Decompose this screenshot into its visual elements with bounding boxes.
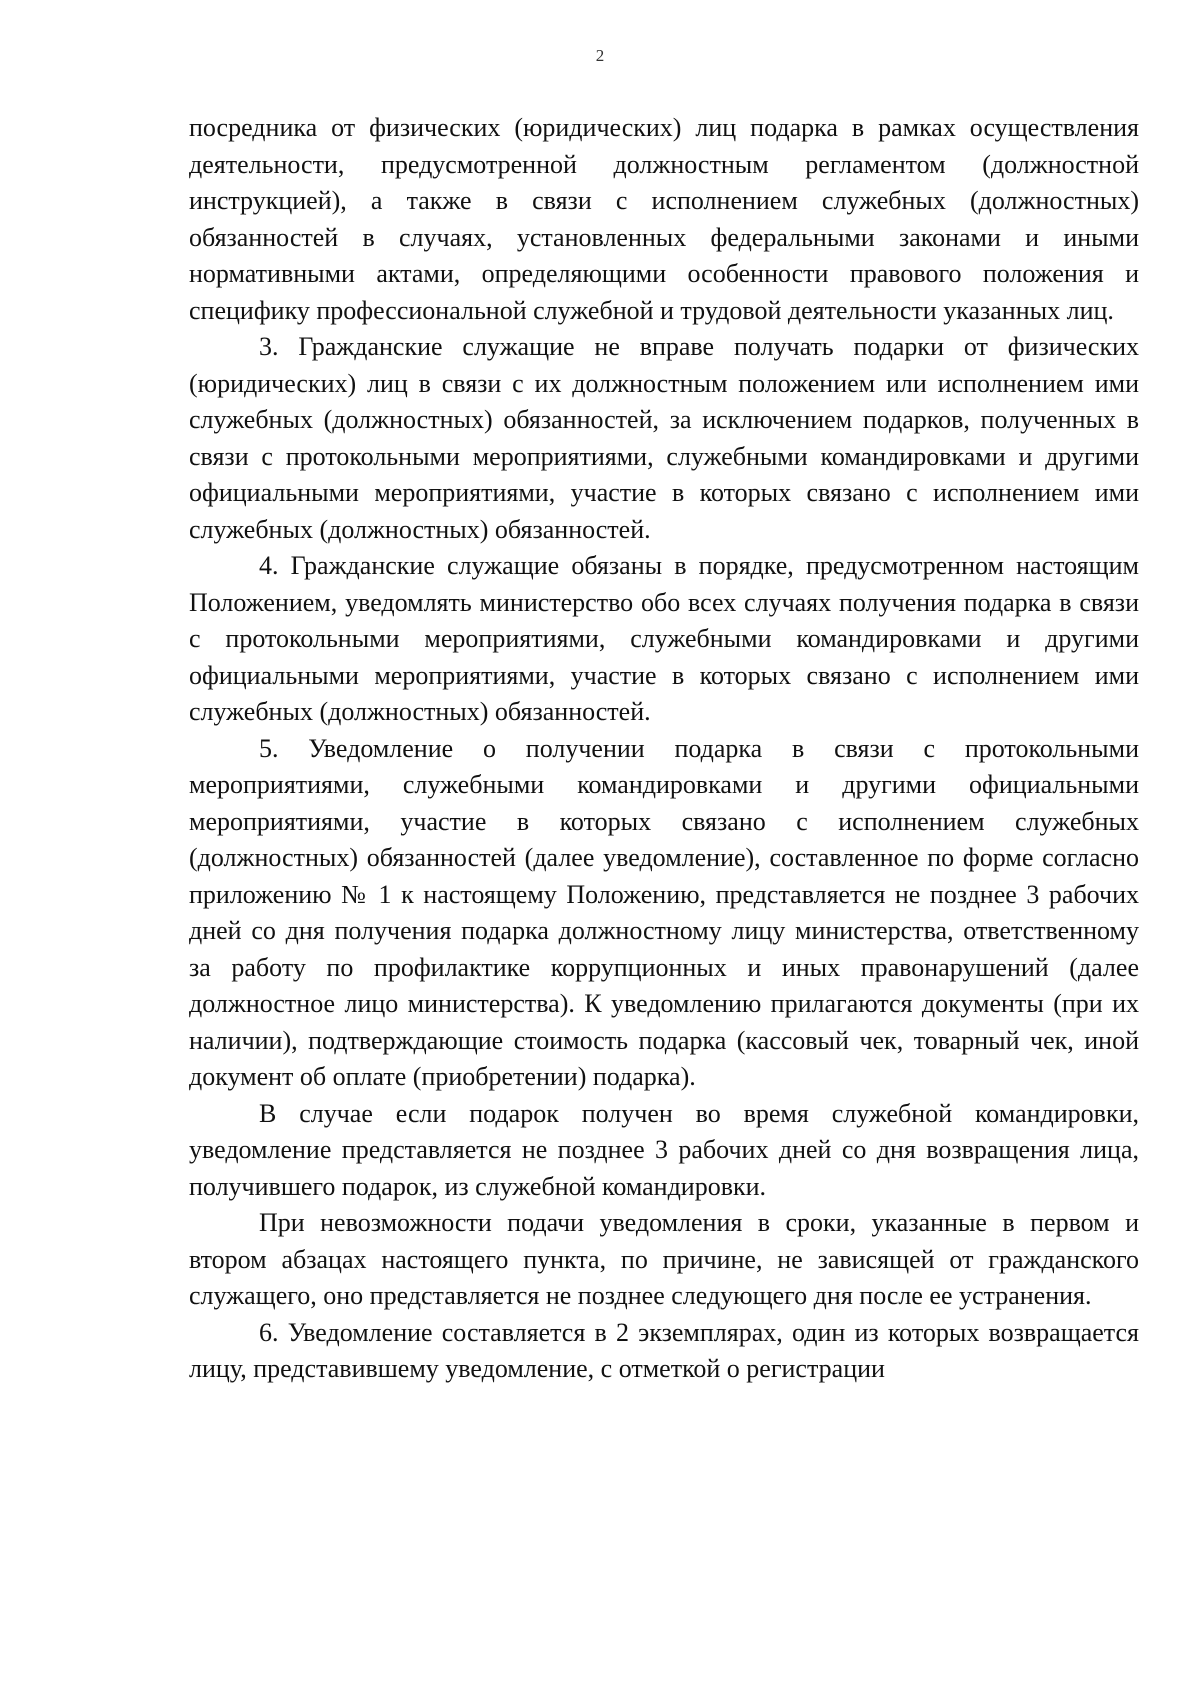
document-body: [189, 110, 1139, 1388]
paragraph-continuation: посредника от физических (юридических) лиц подарка в рамках осуществления деятельности, предусмотренной должностным регламентом (должностной инструкцией), а также в связи с исполнением служебных (должностных) обязанностей в случаях, установленных федеральными законами и иными нормативными актами, определяющими особенности правового положения и специфику профессиональной служебной и трудовой деятельности указанных лиц.: [189, 113, 1139, 325]
paragraph-item-4: 4. Гражданские служащие обязаны в порядке, предусмотренном настоящим Положением, уведомлять министерство обо всех случаях получения подарка в связи с протокольными мероприятиями, служебными командировками и другими официальными мероприятиями, участие в которых связано с исполнением ими служебных (должностных) обязанностей.: [189, 551, 1139, 726]
paragraph-item-3: 3. Гражданские служащие не вправе получать подарки от физических (юридических) лиц в связи с их должностным положением или исполнением ими служебных (должностных) обязанностей, за исключением подарков, полученных в связи с протокольными мероприятиями, служебными командировками и другими официальными мероприятиями, участие в которых связано с исполнением ими служебных (должностных) обязанностей.: [189, 332, 1139, 544]
paragraph-item-6: 6. Уведомление составляется в 2 экземплярах, один из которых возвращается лицу, представившему уведомление, с отметкой о регистрации: [189, 1317, 1139, 1383]
paragraph-item-5-impossibility: При невозможности подачи уведомления в сроки, указанные в первом и втором абзацах настоящего пункта, по причине, не зависящей от гражданского служащего, оно представляется не позднее следующего дня после ее устранения.: [189, 1208, 1139, 1310]
paragraph-item-5-business-trip: В случае если подарок получен во время служебной командировки, уведомление представляется не позднее 3 рабочих дней со дня возвращения лица, получившего подарок, из служебной командировки.: [189, 1098, 1139, 1201]
paragraph-item-5: 5. Уведомление о получении подарка в связи с протокольными мероприятиями, служебными командировками и другими официальными мероприятиями, участие в которых связано с исполнением служебных (должностных) обязанностей (далее уведомление), составленное по форме согласно приложению № 1 к настоящему Положению, представляется не позднее 3 рабочих дней со дня получения подарка должностному лицу министерства, ответственному за работу по профилактике коррупционных и иных правонарушений (далее должностное лицо министерства). К уведомлению прилагаются документы (при их наличии), подтверждающие стоимость подарка (кассовый чек, товарный чек, иной документ об оплате (приобретении) подарка).: [189, 733, 1139, 1091]
page-number: 2: [595, 46, 605, 65]
